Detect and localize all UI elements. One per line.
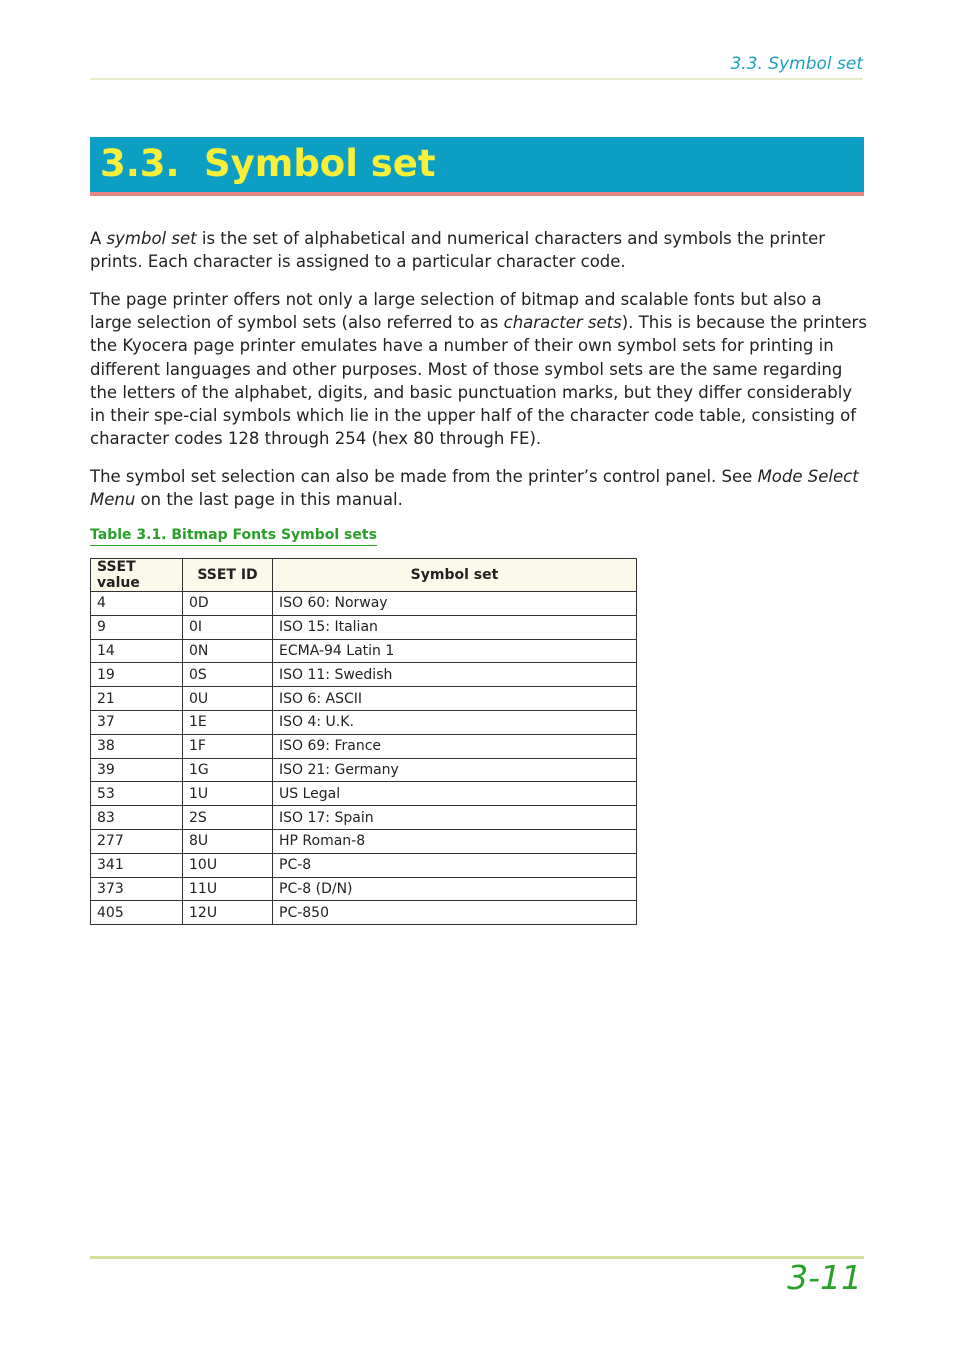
table-row (91, 901, 637, 925)
table-row (91, 877, 637, 901)
section-number: 3.3. (100, 142, 180, 185)
cell-symbol-set: ISO 17: Spain (273, 806, 637, 830)
cell-sset-value: 21 (91, 687, 183, 711)
table-row (91, 639, 637, 663)
cell-symbol-set: ISO 6: ASCII (273, 687, 637, 711)
cell-symbol-set: PC-850 (273, 901, 637, 925)
footer-divider (90, 1256, 864, 1259)
table-row (91, 734, 637, 758)
cell-sset-value: 341 (91, 853, 183, 877)
cell-symbol-set: PC-8 (273, 853, 637, 877)
cell-sset-id: 0I (183, 615, 273, 639)
cell-symbol-set: US Legal (273, 782, 637, 806)
p1-text-b: is the set of alphabetical and numerical characters and symbols the printer prints. Each character is assigned to a particular character code. (90, 229, 826, 272)
cell-sset-value: 53 (91, 782, 183, 806)
cell-sset-id: 2S (183, 806, 273, 830)
cell-sset-id: 1E (183, 710, 273, 734)
section-title-bar (90, 137, 864, 196)
table-row (91, 782, 637, 806)
cell-sset-value: 37 (91, 710, 183, 734)
p1-emphasis: symbol set (106, 229, 197, 248)
cell-symbol-set: ISO 69: France (273, 734, 637, 758)
table-body (91, 592, 637, 925)
p2-text-a: The page printer offers not only a large selection of bitmap and scalable fonts but also a large selection of symbol sets (also referred to as (90, 290, 822, 333)
cell-sset-value: 405 (91, 901, 183, 925)
cell-symbol-set: ISO 21: Germany (273, 758, 637, 782)
cell-sset-id: 11U (183, 877, 273, 901)
cell-sset-id: 0D (183, 592, 273, 616)
table-row (91, 687, 637, 711)
section-title: Symbol set (204, 142, 436, 185)
running-header (90, 52, 863, 80)
cell-symbol-set: ISO 15: Italian (273, 615, 637, 639)
table-row (91, 758, 637, 782)
table-header-row (91, 559, 637, 592)
cell-sset-value: 19 (91, 663, 183, 687)
cell-symbol-set: ISO 60: Norway (273, 592, 637, 616)
cell-symbol-set: HP Roman-8 (273, 829, 637, 853)
cell-sset-value: 373 (91, 877, 183, 901)
table-row (91, 615, 637, 639)
cell-sset-id: 12U (183, 901, 273, 925)
page-number: 3-11 (787, 1258, 862, 1297)
table-row (91, 806, 637, 830)
p3-text-b: on the last page in this manual. (135, 490, 403, 510)
column-header-sset-value: SSET value (91, 559, 183, 592)
paragraph-symbol-sets (90, 288, 868, 450)
cell-sset-id: 0N (183, 639, 273, 663)
cell-sset-id: 1G (183, 758, 273, 782)
cell-sset-value: 83 (91, 806, 183, 830)
table-row (91, 829, 637, 853)
table-row (91, 710, 637, 734)
section-heading (100, 141, 436, 187)
cell-sset-id: 8U (183, 829, 273, 853)
p2-emphasis: character sets (503, 313, 622, 333)
cell-symbol-set: ISO 11: Swedish (273, 663, 637, 687)
cell-sset-value: 38 (91, 734, 183, 758)
cell-symbol-set: ISO 4: U.K. (273, 710, 637, 734)
table-row (91, 592, 637, 616)
p3-emphasis-link: Mode Select Menu (90, 467, 859, 510)
paragraph-control-panel (90, 465, 868, 511)
cell-sset-value: 39 (91, 758, 183, 782)
symbol-set-table (90, 558, 637, 925)
table-row (91, 663, 637, 687)
column-header-symbol-set: Symbol set (273, 559, 637, 592)
table-row (91, 853, 637, 877)
cell-sset-id: 0U (183, 687, 273, 711)
cell-sset-id: 0S (183, 663, 273, 687)
cell-sset-value: 9 (91, 615, 183, 639)
table-caption: Table 3.1. Bitmap Fonts Symbol sets (90, 526, 377, 546)
cell-sset-id: 1U (183, 782, 273, 806)
cell-sset-value: 4 (91, 592, 183, 616)
cell-sset-value: 14 (91, 639, 183, 663)
p1-text-a: A (90, 229, 107, 248)
cell-sset-id: 1F (183, 734, 273, 758)
cell-sset-id: 10U (183, 853, 273, 877)
cell-symbol-set: ECMA-94 Latin 1 (273, 639, 637, 663)
paragraph-definition (90, 227, 868, 273)
running-header-title: 3.3. Symbol set (730, 54, 863, 74)
cell-sset-value: 277 (91, 829, 183, 853)
p3-text-a: The symbol set selection can also be made from the printer’s control panel. See (90, 467, 758, 486)
p2-text-b: ). This is because the printers the Kyocera page printer emulates have a number of their own symbol sets for printing in different languages and other purposes. Most of those symbol sets are the same regarding the letters of the alphabet, digits, and basic punctuation marks, but they differ considerably in their spe-cial symbols which lie in the upper half of the character code table, consisting of character codes 128 through 254 (hex 80 through FE). (90, 313, 867, 449)
cell-symbol-set: PC-8 (D/N) (273, 877, 637, 901)
column-header-sset-id: SSET ID (183, 559, 273, 592)
